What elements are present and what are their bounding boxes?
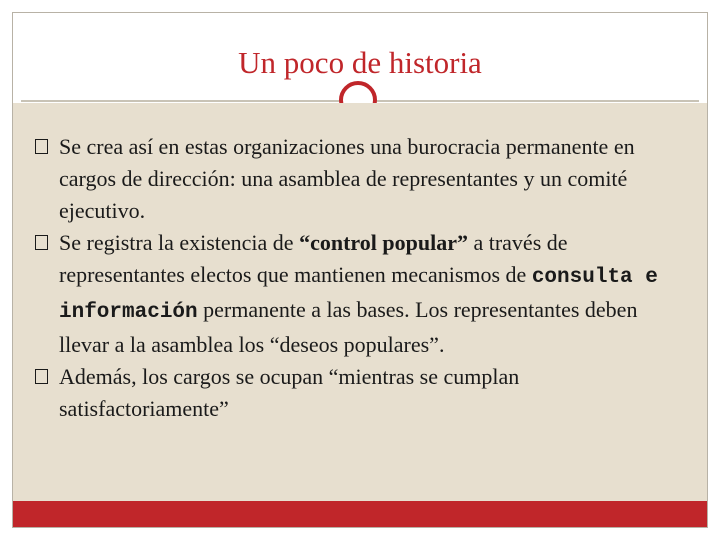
- content-area: [13, 103, 707, 503]
- bullet-text-part: permanente a las bases. Los representantes deben llevar a la asamblea los “deseos populares”.: [59, 297, 638, 357]
- box-bullet-icon: [35, 369, 48, 384]
- box-bullet-icon: [35, 139, 48, 154]
- slide: [12, 12, 708, 528]
- bullet-list: [33, 131, 688, 425]
- bullet-text-part: Se registra la existencia de: [59, 230, 300, 255]
- box-bullet-icon: [35, 235, 48, 250]
- slide-title: Un poco de historia: [238, 45, 482, 80]
- bullet-item: [33, 227, 688, 361]
- bullet-text: Se crea así en estas organizaciones una burocracia permanente en cargos de dirección: una asamblea de representantes y un comité ejecutivo.: [59, 134, 635, 223]
- bullet-text: Además, los cargos se ocupan “mientras se cumplan satisfactoriamente”: [59, 364, 520, 421]
- footer-bar: [13, 501, 707, 527]
- bullet-item: [33, 361, 688, 425]
- bullet-item: [33, 131, 688, 227]
- bullet-emphasis: consulta e información: [59, 266, 658, 324]
- bullet-emphasis: “control popular”: [299, 230, 468, 255]
- bullet-text-part: a través de representantes electos que mantienen mecanismos de: [59, 230, 568, 287]
